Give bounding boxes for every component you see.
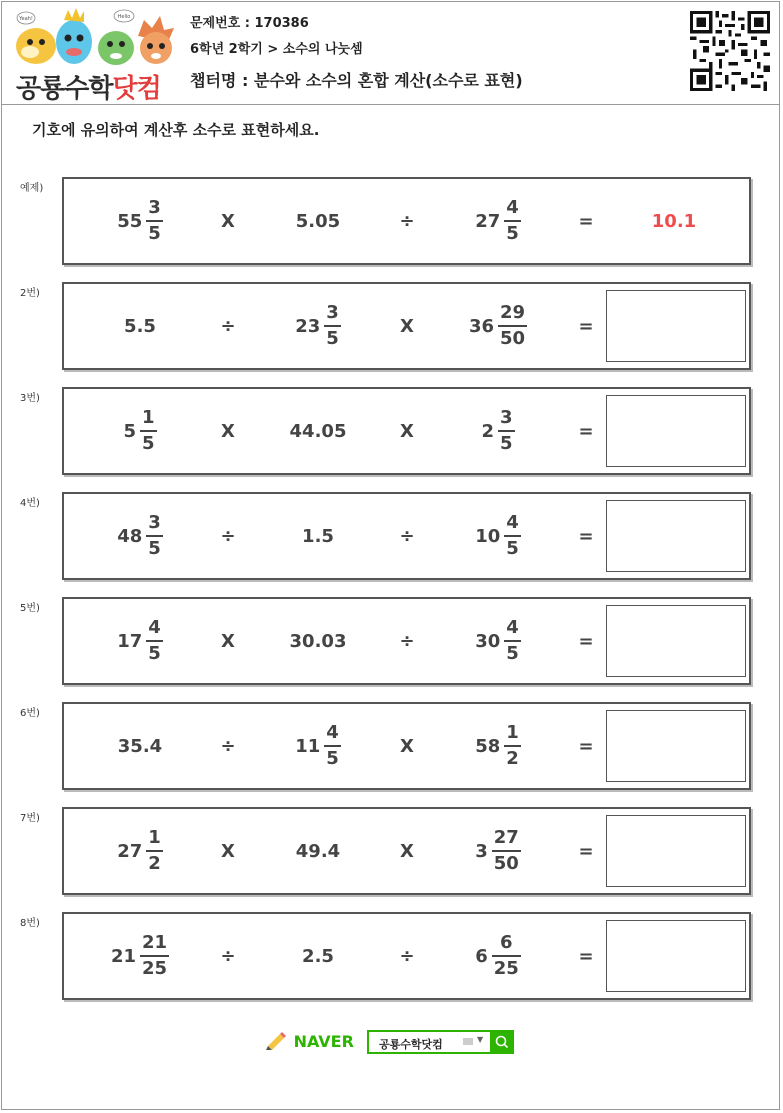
whole-part: 58	[475, 735, 501, 757]
expression-term	[80, 494, 200, 578]
expression-term	[438, 494, 558, 578]
fraction-denominator: 5	[506, 643, 519, 664]
expression-term	[258, 494, 378, 578]
whole-part: 6	[475, 945, 488, 967]
whole-part: 17	[117, 630, 143, 652]
problem-label: 예제)	[20, 183, 44, 194]
chevron-down-icon[interactable]: ▼	[477, 1035, 484, 1044]
problem-label: 5번)	[20, 603, 40, 614]
fraction	[492, 931, 521, 981]
mixed-number	[117, 616, 163, 666]
mixed-number	[475, 511, 521, 561]
fraction-denominator: 5	[326, 328, 339, 349]
naver-pencil-icon	[266, 1032, 288, 1050]
equals-sign: =	[578, 525, 594, 547]
operator-symbol: X	[400, 735, 414, 757]
fraction	[504, 616, 521, 666]
mixed-number	[475, 721, 521, 771]
mixed-number	[117, 826, 163, 876]
expression-term	[80, 704, 200, 788]
naver-brand-text: NAVER	[293, 1032, 354, 1051]
problem-label: 3번)	[20, 393, 40, 404]
operator-symbol: X	[221, 420, 235, 442]
expression-term	[438, 809, 558, 893]
whole-part: 11	[295, 735, 321, 757]
whole-part: 30	[475, 630, 501, 652]
answer-input-box[interactable]	[606, 395, 746, 467]
fraction-numerator: 6	[500, 932, 513, 953]
decimal-number	[302, 946, 334, 967]
expression-term	[438, 389, 558, 473]
expression-term	[438, 704, 558, 788]
fraction-denominator: 2	[148, 853, 161, 874]
operator-symbol: ÷	[220, 735, 236, 757]
whole-part: 49.4	[295, 840, 341, 862]
fraction	[146, 826, 163, 876]
expression-term	[438, 284, 558, 368]
fraction	[146, 196, 163, 246]
problem-label: 7번)	[20, 813, 40, 824]
expression-term	[80, 809, 200, 893]
expression-term	[258, 704, 378, 788]
fraction-denominator: 50	[493, 853, 519, 874]
problem-row	[62, 912, 751, 1000]
operator-symbol: ÷	[220, 945, 236, 967]
mixed-number	[475, 196, 521, 246]
expression-term	[258, 599, 378, 683]
expression-term	[258, 179, 378, 263]
whole-part: 35.4	[117, 735, 163, 757]
whole-part: 36	[468, 315, 494, 337]
answer-input-box[interactable]	[606, 500, 746, 572]
fraction-numerator: 4	[506, 512, 519, 533]
expression-term	[80, 389, 200, 473]
header-divider	[1, 104, 780, 105]
fraction-denominator: 2	[506, 748, 519, 769]
operator-symbol: ÷	[220, 525, 236, 547]
fraction-numerator: 1	[506, 722, 519, 743]
fraction-numerator: 3	[148, 512, 161, 533]
fraction-numerator: 1	[142, 407, 155, 428]
equals-sign: =	[578, 735, 594, 757]
operator-symbol: ÷	[399, 525, 415, 547]
operator-symbol: X	[221, 630, 235, 652]
problem-row	[62, 597, 751, 685]
fraction	[140, 406, 157, 456]
mixed-number	[295, 301, 341, 351]
logo-bubble-1: Yeah!	[19, 16, 33, 22]
whole-part: 10	[475, 525, 501, 547]
logo-wordmark	[16, 68, 161, 105]
expression-term	[80, 599, 200, 683]
expression-term	[258, 284, 378, 368]
mixed-number	[475, 616, 521, 666]
operator-symbol: ÷	[399, 630, 415, 652]
naver-search-button[interactable]	[490, 1030, 514, 1054]
operator-symbol: ÷	[399, 210, 415, 232]
fraction	[504, 196, 521, 246]
whole-part: 30.03	[289, 630, 347, 652]
instruction-text: 기호에 유의하여 계산후 소수로 표현하세요.	[32, 121, 320, 139]
equals-sign: =	[578, 630, 594, 652]
expression-term	[438, 914, 558, 998]
logo-bubble-3: Hello	[117, 14, 131, 20]
operator-symbol: ÷	[220, 315, 236, 337]
dinosaur-mascots-icon	[12, 6, 176, 68]
whole-part: 2.5	[302, 945, 334, 967]
decimal-number	[290, 631, 347, 652]
fraction-numerator: 3	[500, 407, 513, 428]
expression-term	[258, 914, 378, 998]
mixed-number	[475, 931, 521, 981]
fraction	[504, 721, 521, 771]
example-answer: 10.1	[651, 210, 697, 232]
chapter-title: 챕터명 : 분수와 소수의 혼합 계산(소수로 표현)	[190, 71, 523, 90]
mixed-number	[117, 196, 163, 246]
fraction-denominator: 5	[142, 433, 155, 454]
expression-term	[438, 179, 558, 263]
decimal-number	[290, 421, 347, 442]
problem-label: 6번)	[20, 708, 40, 719]
answer-input-box[interactable]	[606, 605, 746, 677]
fraction	[324, 301, 341, 351]
keyboard-icon[interactable]	[463, 1038, 473, 1045]
mixed-number	[481, 406, 514, 456]
fraction-denominator: 25	[493, 958, 519, 979]
problem-row	[62, 387, 751, 475]
course-path: 6학년 2학기 > 소수의 나눗셈	[190, 42, 363, 57]
problem-number: 문제번호 : 170386	[190, 16, 309, 31]
fraction	[504, 511, 521, 561]
fraction	[146, 616, 163, 666]
fraction-numerator: 3	[326, 302, 339, 323]
mixed-number	[111, 931, 169, 981]
fraction	[140, 931, 169, 981]
expression-term	[438, 599, 558, 683]
whole-part: 2	[481, 420, 494, 442]
whole-part: 3	[475, 840, 488, 862]
problem-row	[62, 282, 751, 370]
problem-row	[62, 702, 751, 790]
fraction-denominator: 5	[148, 223, 161, 244]
mixed-number	[295, 721, 341, 771]
problem-label: 4번)	[20, 498, 40, 509]
logo-text-part1: 공룡수학	[16, 74, 113, 104]
mixed-number	[469, 301, 527, 351]
problem-row	[62, 177, 751, 265]
whole-part: 23	[295, 315, 321, 337]
operator-symbol: X	[221, 840, 235, 862]
decimal-number	[302, 526, 334, 547]
fraction-denominator: 5	[506, 223, 519, 244]
fraction-denominator: 50	[500, 328, 526, 349]
expression-term	[258, 809, 378, 893]
fraction-denominator: 5	[500, 433, 513, 454]
fraction	[498, 406, 515, 456]
whole-part: 55	[117, 210, 143, 232]
answer-input-box[interactable]	[606, 710, 746, 782]
answer-input-box[interactable]	[606, 290, 746, 362]
naver-search-banner[interactable]	[266, 1030, 516, 1056]
fraction	[498, 301, 527, 351]
expression-term	[258, 389, 378, 473]
naver-logo[interactable]	[266, 1032, 354, 1051]
problem-label: 2번)	[20, 288, 40, 299]
whole-part: 27	[117, 840, 143, 862]
whole-part: 5.05	[295, 210, 341, 232]
whole-part: 21	[110, 945, 136, 967]
equals-sign: =	[578, 210, 594, 232]
fraction-denominator: 5	[506, 538, 519, 559]
fraction-numerator: 1	[148, 827, 161, 848]
operator-symbol: ÷	[399, 945, 415, 967]
whole-part: 48	[117, 525, 143, 547]
fraction-numerator: 4	[148, 617, 161, 638]
fraction-numerator: 4	[506, 197, 519, 218]
fraction-numerator: 4	[326, 722, 339, 743]
expression-term	[80, 284, 200, 368]
equals-sign: =	[578, 840, 594, 862]
fraction-numerator: 27	[493, 827, 519, 848]
decimal-number	[296, 211, 340, 232]
fraction-denominator: 25	[142, 958, 168, 979]
answer-input-box[interactable]	[606, 920, 746, 992]
fraction	[146, 511, 163, 561]
whole-part: 5.5	[124, 315, 156, 337]
fraction	[324, 721, 341, 771]
naver-search-input[interactable]	[367, 1030, 512, 1054]
decimal-number	[296, 841, 340, 862]
search-icon	[490, 1030, 514, 1054]
site-logo[interactable]	[12, 6, 176, 104]
fraction	[492, 826, 521, 876]
operator-symbol: X	[400, 315, 414, 337]
decimal-number	[124, 316, 156, 337]
operator-symbol: X	[221, 210, 235, 232]
expression-term	[80, 914, 200, 998]
whole-part: 44.05	[289, 420, 347, 442]
decimal-number	[118, 736, 162, 757]
fraction-numerator: 3	[148, 197, 161, 218]
mixed-number	[475, 826, 521, 876]
fraction-denominator: 5	[326, 748, 339, 769]
fraction-numerator: 21	[142, 932, 168, 953]
whole-part: 5	[123, 420, 136, 442]
equals-sign: =	[578, 945, 594, 967]
qr-code-icon[interactable]	[690, 11, 770, 91]
mixed-number	[123, 406, 156, 456]
whole-part: 27	[475, 210, 501, 232]
equals-sign: =	[578, 420, 594, 442]
fraction-denominator: 5	[148, 538, 161, 559]
operator-symbol: X	[400, 840, 414, 862]
expression-term	[80, 179, 200, 263]
naver-search-query: 공룡수학닷컴	[379, 1038, 443, 1051]
equals-sign: =	[578, 315, 594, 337]
mixed-number	[117, 511, 163, 561]
whole-part: 1.5	[302, 525, 334, 547]
problem-row	[62, 807, 751, 895]
fraction-numerator: 29	[500, 302, 526, 323]
logo-text-part2: 닷컴	[112, 74, 161, 104]
fraction-numerator: 4	[506, 617, 519, 638]
problem-label: 8번)	[20, 918, 40, 929]
problem-row	[62, 492, 751, 580]
answer-input-box[interactable]	[606, 815, 746, 887]
fraction-denominator: 5	[148, 643, 161, 664]
operator-symbol: X	[400, 420, 414, 442]
